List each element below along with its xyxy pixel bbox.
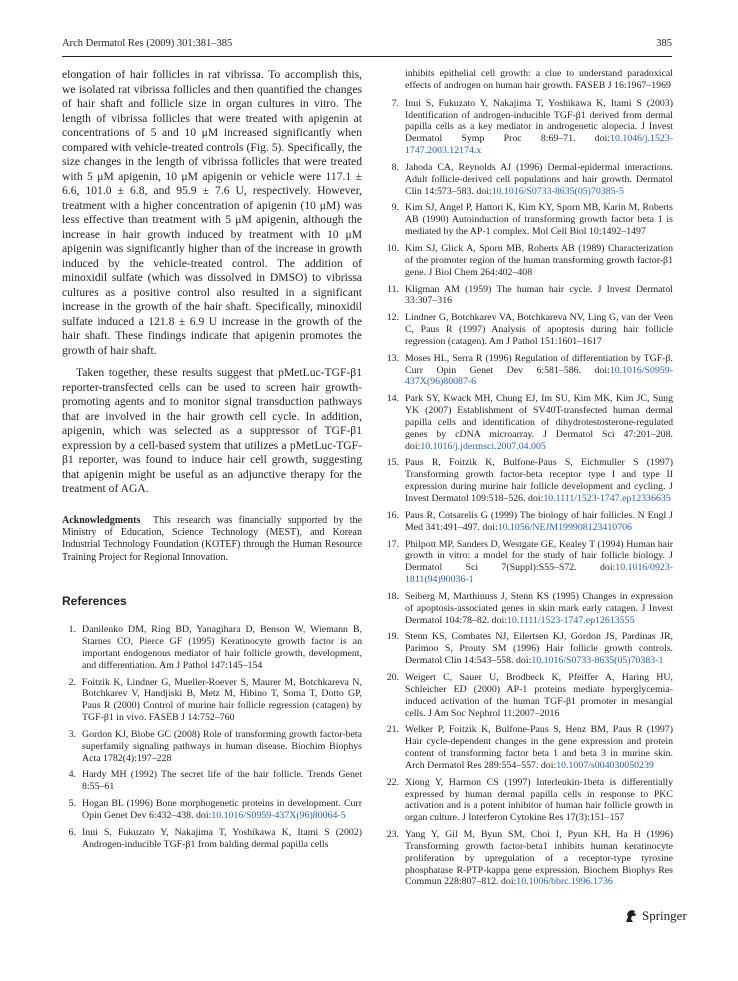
- doi-link[interactable]: 10.1006/bbrc.1996.1736: [516, 876, 613, 888]
- reference-number: 6.: [68, 826, 76, 838]
- reference-number: 15.: [386, 457, 399, 469]
- doi-link[interactable]: 10.1046/j.1523-1747.2003.12174.x: [405, 133, 673, 157]
- reference-text: Foitzik K, Lindner G, Mueller-Roever S, Maurer M, Botchkareva N, Botchkarev V, Handjiski B, Metz M, Hibino T, Soma T, Dotto GP, Paus R (2000) Control of murine hair follicle regression (catagen) by TGF-β1 in vivo. FASEB J 14:752–760: [82, 676, 362, 724]
- reference-item: [62, 798, 362, 822]
- doi-link[interactable]: 10.1016/S0733-8635(05)70385-5: [491, 185, 624, 197]
- right-column: [385, 68, 673, 893]
- reference-item: [385, 284, 673, 308]
- reference-text: Paus R, Foitzik K, Bulfone-Paus S, Eichmuller S (1997) Transforming growth factor-beta receptor type I and type II expression during murine hair follicle development and cycling. J Invest Dermatol 109:518–526. doi:: [405, 457, 673, 504]
- left-column: [62, 68, 362, 855]
- reference-number: 8.: [391, 161, 399, 173]
- reference-number: 7.: [391, 97, 399, 109]
- reference-item: [385, 510, 673, 534]
- reference-item: [62, 677, 362, 724]
- body-paragraph-2: Taken together, these results suggest that pMetLuc-TGF-β1 reporter-transfected cells can be used to screen hair growth-promoting agents and to monitor signal transduction pathways that are involved in the hair growth cell cycle. In addition, apigenin, which was selected as a suppressor of TGF-β1 expression by a cell-based system that utilizes a pMetLuc-TGF-β1 reporter, was found to induce hair cell growth, suggesting that apigenin might be useful as an adjunctive therapy for the treatment of AGA.: [62, 366, 362, 495]
- reference-text: Philpott MP, Sanders D, Westgate GE, Kealey T (1994) Human hair growth in vitro: a model for the study of hair follicle biology. J Dermatol Sci 7(Suppl):S55–S72. doi:: [405, 538, 673, 574]
- reference-item: [62, 769, 362, 793]
- reference-text: Xiong Y, Harmon CS (1997) Interleukin-1beta is differentially expressed by human dermal papilla cells in response to PKC activation and is a potent inhibitor of human hair follicle growth in organ culture. J Interferon Cytokine Res 17(3):151–157: [405, 776, 673, 824]
- reference-number: 2.: [68, 676, 76, 688]
- reference-number: 20.: [386, 671, 399, 683]
- acknowledgments: [62, 515, 362, 565]
- reference-number: 19.: [386, 631, 399, 643]
- reference-text: Seiberg M, Marthinuss J, Stenn KS (1995) Changes in expression of apoptosis-associated genes in skin mark early catagen. J Invest Dermatol 104:78–82. doi:: [405, 590, 673, 626]
- doi-link[interactable]: 10.1016/j.jdermsci.2007.04.005: [420, 440, 546, 452]
- reference-text: inhibits epithelial cell growth: a clue to understand paradoxical effects of androgen on human hair growth. FASEB J 16:1967–1969: [405, 68, 673, 91]
- reference-number: 22.: [386, 776, 399, 788]
- reference-text: Gordon KJ, Blobe GC (2008) Role of transforming growth factor-beta superfamily signaling pathways in human disease. Biochim Biophys Acta 1782(4):197–228: [82, 728, 362, 764]
- reference-text: Paus R, Cotsarelis G (1999) The biology of hair follicles. N Engl J Med 341:491–497. doi:: [405, 509, 673, 533]
- springer-horse-icon: [623, 908, 639, 924]
- reference-list-left: [62, 624, 362, 850]
- page-number: 385: [656, 38, 672, 49]
- reference-text: Park SY, Kwack MH, Chung EJ, Im SU, Kim MK, Kim JC, Sung YK (2007) Establishment of SV40T-transfected human dermal papilla cells and identification of dihydrotestosterone-regulated genes by cDNA microarray. J Dermatol Sci 47:201–208. doi:: [405, 393, 673, 452]
- reference-item: [385, 98, 673, 157]
- springer-wordmark: Springer: [642, 908, 687, 923]
- reference-number: 5.: [68, 798, 76, 810]
- acknowledgments-label: Acknowledgments: [62, 514, 141, 526]
- reference-text: Weigert C, Sauer U, Brodbeck K, Pfeiffer A, Haring HU, Schleicher ED (2000) AP-1 proteins mediate hyperglycemia-induced activation of the human TGF-β1 promoter in mesangial cells. J Am Soc Nephrol 11:2007–2016: [405, 671, 673, 719]
- reference-item: [385, 162, 673, 198]
- reference-item: [62, 624, 362, 671]
- reference-number: 14.: [386, 393, 399, 405]
- reference-list-right: [385, 68, 673, 92]
- doi-link[interactable]: 10.1016/S0959-437X(96)80087-6: [405, 364, 673, 388]
- header-rule: [62, 56, 672, 57]
- reference-text: Jahoda CA, Reynolds AJ (1996) Dermal-epidermal interactions. Adult follicle-derived cell populations and hair growth. Dermatol Clin 14:573–583. doi:: [405, 161, 673, 197]
- reference-number: 18.: [386, 590, 399, 602]
- reference-item: [385, 457, 673, 504]
- doi-link[interactable]: 10.1111/1523-1747.ep12613555: [506, 614, 635, 626]
- reference-item: [385, 631, 673, 667]
- reference-text: Kligman AM (1959) The human hair cycle. J Invest Dermatol 33:307–316: [405, 283, 673, 307]
- reference-text: Stenn KS, Combates NJ, Eilertsen KJ, Gordon JS, Pardinas JR, Parimoo S, Prouty SM (1996) Hair follicle growth controls. Dermatol Clin 14:543–558. doi:: [405, 631, 673, 667]
- doi-link[interactable]: 10.1016/0923-1811(94)90036-1: [405, 562, 673, 586]
- springer-logo: [623, 908, 687, 924]
- doi-link[interactable]: 10.1007/s004030050239: [556, 759, 654, 771]
- reference-text: Inui S, Fukuzato Y, Nakajima T, Yoshikawa K, Itami S (2002) Androgen-inducible TGF-β1 from balding dermal papilla cells: [82, 826, 362, 850]
- reference-text: Inui S, Fukuzato Y, Nakajima T, Yoshikawa K, Itami S (2003) Identification of androgen-inducible TGF-β1 derived from dermal papilla cells as a key mediator in androgenetic alopecia. J Invest Dermatol Symp Proc 8:69–71. doi:: [405, 97, 673, 145]
- journal-citation: Arch Dermatol Res (2009) 301:381–385: [62, 38, 233, 49]
- reference-6-continued: [385, 68, 673, 92]
- reference-number: 21.: [386, 724, 399, 736]
- reference-text: Danilenko DM, Ring BD, Yanagihara D, Benson W, Wiemann B, Starnes CO, Pierce GF (1995) Keratinocyte growth factor is an important endogenous mediator of hair follicle growth, development, and differentiation. Am J Pathol 147:145–154: [82, 624, 362, 671]
- reference-number: 12.: [386, 312, 399, 324]
- reference-text: Lindner G, Botchkarev VA, Botchkareva NV, Ling G, van der Veen C, Paus R (1997) Analysis of apoptosis during hair follicle regression (catagen). Am J Pathol 151:1601–1617: [405, 312, 673, 347]
- reference-text: Hogan BL (1996) Bone morphogenetic proteins in development. Curr Opin Genet Dev 6:432–438. doi:: [82, 798, 362, 821]
- reference-number: 13.: [386, 352, 399, 364]
- reference-item: [385, 353, 673, 389]
- reference-item: [385, 202, 673, 238]
- reference-text: Kim SJ, Angel P, Hattori K, Kim KY, Sporn MB, Karin M, Roberts AB (1990) Autoinduction of transforming growth factor beta 1 is mediated by the AP-1 complex. Mol Cell Biol 10:1492–1497: [405, 202, 673, 238]
- reference-item: [385, 777, 673, 824]
- reference-number: 9.: [391, 202, 399, 214]
- reference-item: [385, 243, 673, 279]
- reference-list-right-items: [385, 98, 673, 889]
- running-head: [62, 38, 672, 52]
- reference-item: [385, 539, 673, 586]
- reference-text: Kim SJ, Glick A, Sporn MB, Roberts AB (1989) Characterization of the promoter region of the human transforming growth factor-β1 gene. J Biol Chem 264:402–408: [405, 242, 673, 278]
- doi-link[interactable]: 10.1056/NEJM199908123410706: [497, 521, 632, 533]
- reference-number: 1.: [68, 624, 76, 636]
- reference-item: [62, 827, 362, 851]
- reference-text: Yang Y, Gil M, Byun SM, Choi I, Pyun KH, Ha H (1996) Transforming growth factor-beta1 inhibits human keratinocyte proliferation by upregulation of a receptor-type tyrosine phosphatase R-PTP-kappa gene expression. Biochem Biophys Res Commun 228:807–812. doi:: [405, 829, 673, 888]
- reference-number: 3.: [68, 728, 76, 740]
- reference-item: [385, 393, 673, 452]
- doi-link[interactable]: 10.1016/S0959-437X(96)80064-5: [211, 809, 346, 821]
- reference-item: [385, 672, 673, 719]
- reference-text: Moses HL, Serra R (1996) Regulation of differentiation by TGF-β. Curr Opin Genet Dev 6:581–586. doi:: [405, 352, 673, 376]
- reference-item: [62, 729, 362, 765]
- reference-item: [385, 591, 673, 627]
- reference-number: 11.: [387, 283, 399, 295]
- reference-item: [385, 312, 673, 348]
- reference-number: 23.: [386, 829, 399, 841]
- reference-number: 16.: [386, 509, 399, 521]
- doi-link[interactable]: 10.1111/1523-1747.ep12336635: [543, 493, 671, 504]
- reference-number: 4.: [68, 769, 76, 781]
- reference-text: Hardy MH (1992) The secret life of the hair follicle. Trends Genet 8:55–61: [82, 769, 362, 793]
- reference-number: 17.: [386, 538, 399, 550]
- body-paragraph-1: elongation of hair follicles in rat vibrissa. To accomplish this, we isolated rat vibrissa follicles and then quantified the changes of hair shaft and follicle size in organ cultures in vitro. The length of vibrissa follicles that were treated with apigenin at concentrations of 5 and 10 μM increased significantly when compared with vehicle-treated controls (Fig. 5). Specifically, the size changes in the length of vibrissa follicles that were treated with 5 μM apigenin, 10 μM apigenin or vehicle were 117.1 ± 6.6, 101.0 ± 6.8, and 95.9 ± 7.6 U, respectively. However, treatment with a higher concentration of apigenin (10 μM) was less effective than treatment with 5 μM apigenin, although the increase in hair growth induced by treatment with 10 μM apigenin was significantly higher than of the increase in growth induced by the vehicle-treated control. The addition of minoxidil sulfate (which was dissolved in DMSO) to vibrissa cultures as a positive control also resulted in a significant increase in the growth of the hair shaft. Specifically, minoxidil sulfate induced a 121.8 ± 6.9 U increase in the growth of the hair shaft. These findings indicate that apigenin promotes the growth of hair shaft.: [62, 68, 362, 357]
- reference-item: [385, 829, 673, 888]
- reference-text: Welker P, Foitzik K, Bulfone-Paus S, Henz BM, Paus R (1997) Hair cycle-dependent changes in the gene expression and protein content of transforming factor beta 1 and beta 3 in murine skin. Arch Dermatol Res 289:554–557. doi:: [405, 724, 673, 771]
- references-heading: References: [62, 594, 127, 609]
- acknowledgments-text: This research was financially supported by the Ministry of Education, Science Technology (MEST), and Korean Industrial Technology Foundation (KOTEF) through the Human Resource Training Project for Regional Innovation.: [62, 514, 362, 563]
- doi-link[interactable]: 10.1016/S0733-8635(05)70383-1: [531, 655, 664, 667]
- reference-item: [385, 724, 673, 771]
- reference-number: 10.: [386, 242, 399, 254]
